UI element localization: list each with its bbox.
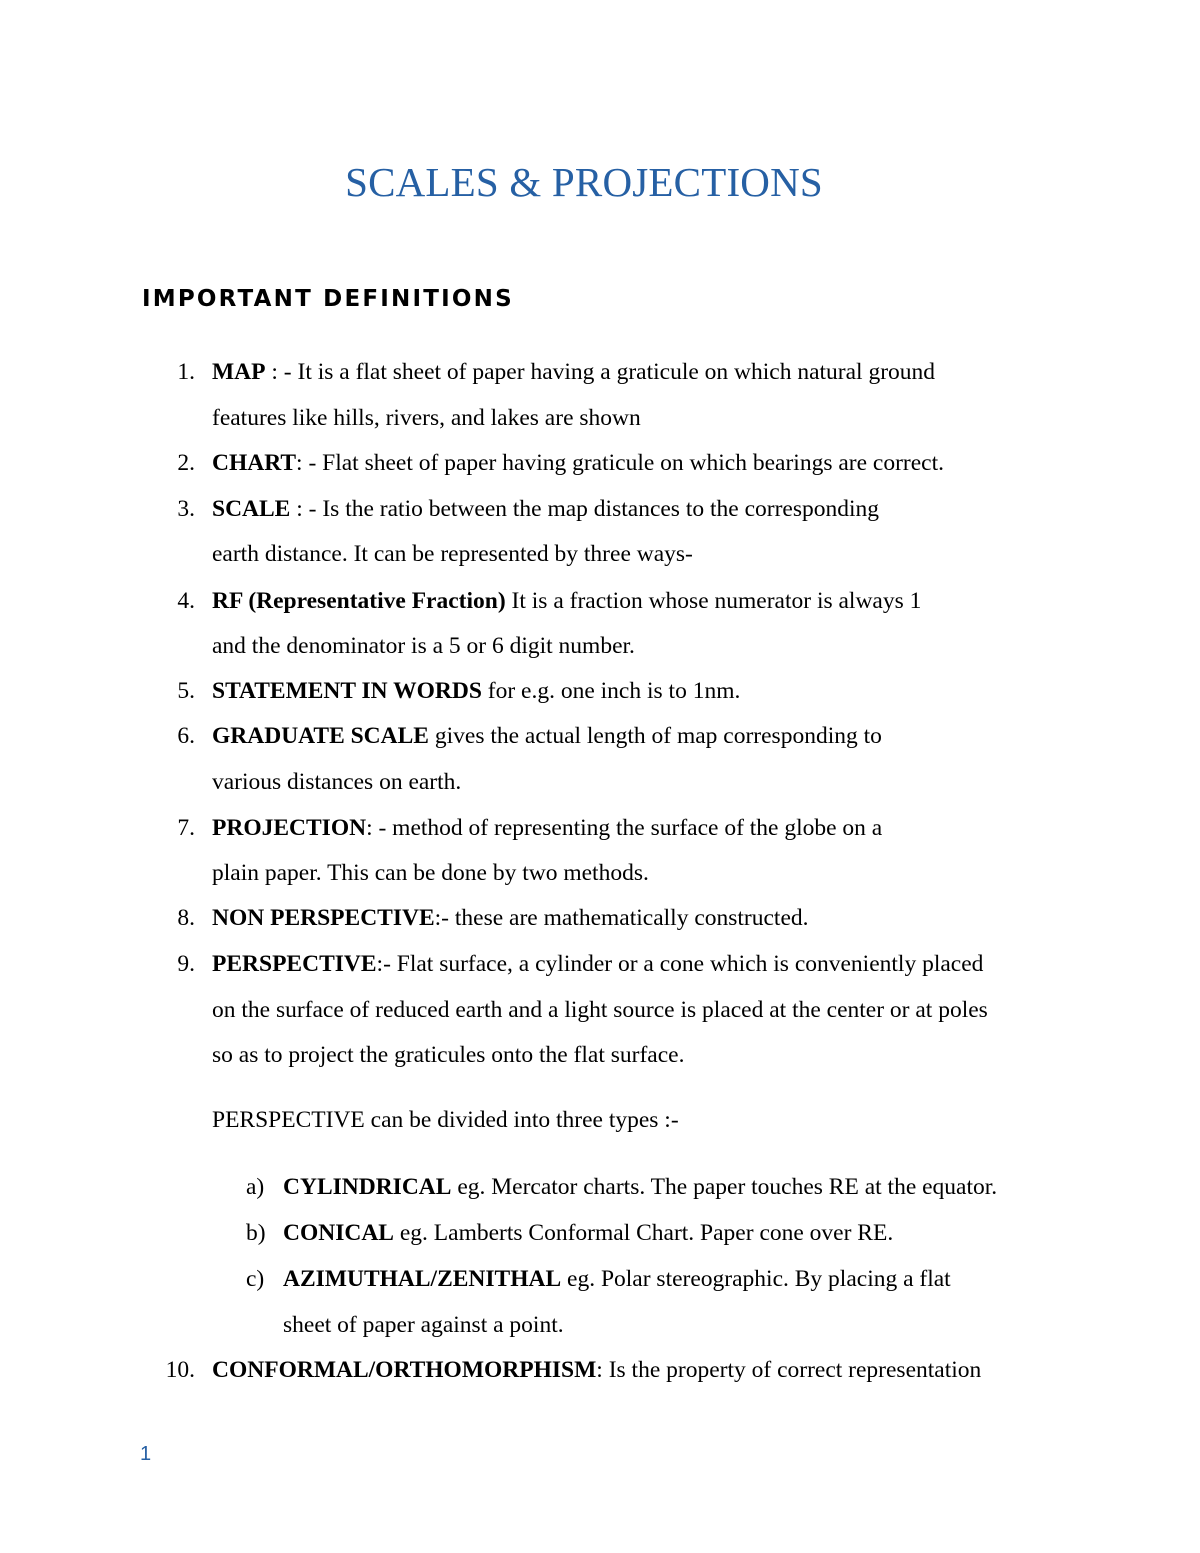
term: SCALE [212,496,291,522]
term: STATEMENT IN WORDS [212,678,482,704]
list-item-continuation: and the denominator is a 5 or 6 digit number. [212,633,635,659]
term: RF (Representative Fraction) [212,588,506,614]
term: CONICAL [283,1220,394,1246]
term: CHART [212,450,297,476]
document-page: SCALES & PROJECTIONS IMPORTANT DEFINITIONS 1. MAP : - It is a flat sheet of paper having a graticule on which natural ground features like hills, rivers, and lakes are shown 2. CHART: - Flat sheet of paper having graticule on which bearings are correct. 3. SCALE : - Is the ratio between the map distances to the corresponding earth distance. It can be represented by three ways- 4. RF (Representative Fraction) It is a fraction whose numerator is always 1 and the denominator is a 5 or 6 digit number. 5. STATEMENT IN WORDS for e.g. one inch is to 1nm. 6. GRADUATE SCALE gives the actual length of map corresponding to various distances on earth. 7. PROJECTION: - method of representing the surface of the globe on a plain paper. This can be done by two methods. 8. NON PERSPECTIVE:- these are mathematically constructed. 9. PERSPECTIVE:- Flat surface, a cylinder or a cone which is conveniently placed on the surface of reduced earth and a light source is placed at the center or at poles so as to project the graticules onto the flat surface. PERSPECTIVE can be divided into three types :- a) CYLINDRICAL eg. Mercator charts. The paper touches RE at the equator. b) CONICAL eg. Lamberts Conformal Chart. Paper cone over RE. c) AZIMUTHAL/ZENITHAL eg. Polar stereographic. By placing a flat sheet of paper against a point. 10. CONFORMAL/ORTHOMORPHISM: Is the property of correct representation 1 [0,0,1200,1553]
term: NON PERSPECTIVE [212,905,435,931]
term: PROJECTION [212,815,367,841]
page-number: 1 [140,1443,152,1465]
list-item-continuation: various distances on earth. [212,769,462,795]
list-item-continuation: so as to project the graticules onto the flat surface. [212,1042,685,1068]
document-title: SCALES & PROJECTIONS [345,159,823,205]
term: GRADUATE SCALE [212,723,429,749]
list-item-continuation: features like hills, rivers, and lakes are shown [212,405,641,431]
term: CONFORMAL/ORTHOMORPHISM [212,1357,597,1383]
perspective-intro: PERSPECTIVE can be divided into three types :- [212,1107,679,1133]
term: AZIMUTHAL/ZENITHAL [283,1266,562,1292]
term: PERSPECTIVE [212,951,377,977]
term: MAP [212,359,266,385]
sub-list-item-continuation: sheet of paper against a point. [283,1312,564,1338]
list-item-continuation: plain paper. This can be done by two methods. [212,860,649,886]
term: CYLINDRICAL [283,1174,452,1200]
list-item-continuation: earth distance. It can be represented by three ways- [212,541,693,567]
list-item-continuation: on the surface of reduced earth and a light source is placed at the center or at poles [212,997,988,1023]
section-heading: IMPORTANT DEFINITIONS [142,286,514,312]
